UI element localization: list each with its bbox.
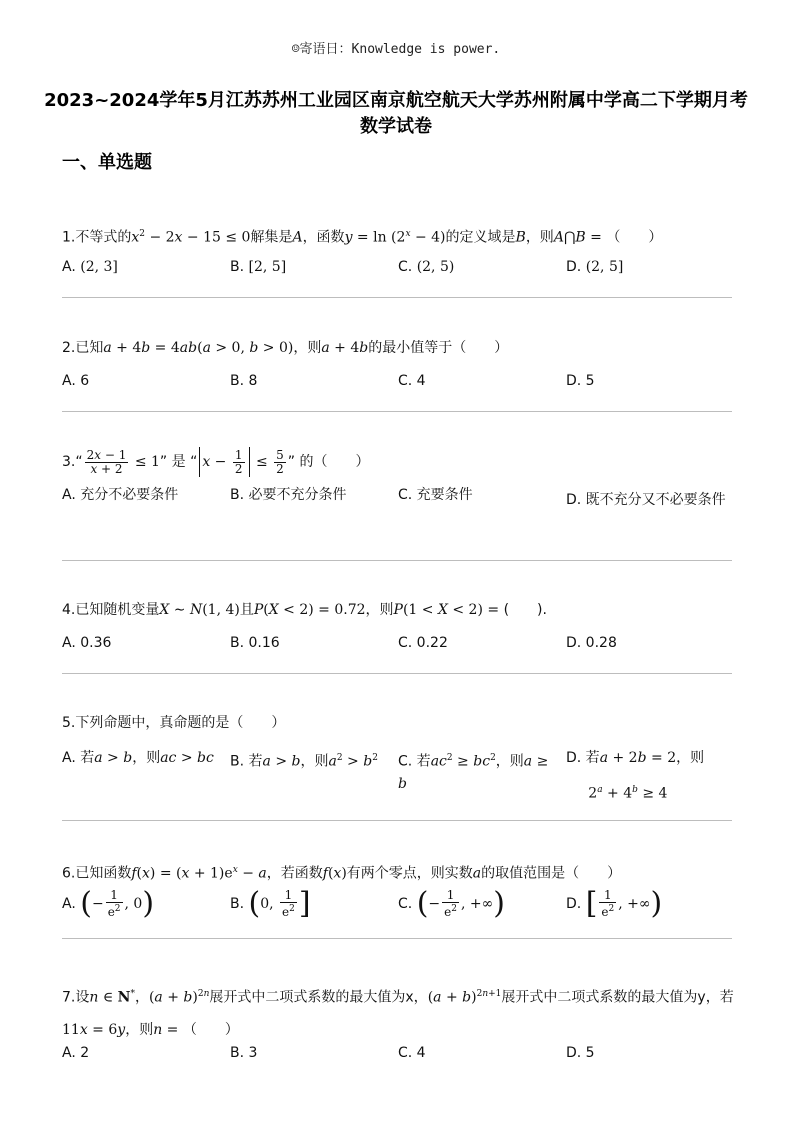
- option-d[interactable]: D. 0.28: [566, 635, 617, 651]
- option-b[interactable]: B. 0.16: [230, 635, 280, 651]
- question-1-stem: 1.不等式的$x^2 - 2x - 15 \le 0$解集是A，函数$y = \ln (2^x - 4)$的定义域是B，则A⋂B = （ ）: [62, 229, 663, 246]
- question-7: [62, 978, 734, 1061]
- question-2-stem: 2.已知a + 4b = 4ab(a > 0, b > 0)，则a + 4b的最小值等于（ ）: [62, 340, 509, 356]
- question-3-stem: 3.“ $\frac{2x - 1}{x + 2}$ ≤ 1” 是 “ x − $\frac{1}{2}$ ≤ $\frac{5}{2}$ ” 的（ ）: [62, 447, 370, 476]
- option-b[interactable]: B. 若a > b，则$a^2 > b^2$: [230, 753, 378, 770]
- option-d[interactable]: D. 既不充分又不必要条件: [566, 492, 726, 508]
- option-c[interactable]: C. 4: [398, 1045, 426, 1061]
- question-5-stem: 5.下列命题中，真命题的是（ ）: [62, 715, 286, 731]
- divider: [62, 673, 732, 674]
- option-b[interactable]: B. (0, $\frac{1}{e^2}$ ]: [230, 886, 311, 921]
- section-heading: 一、单选题: [62, 152, 152, 173]
- option-c[interactable]: C. (2, 5): [398, 259, 455, 275]
- question-2: [62, 338, 734, 389]
- option-a[interactable]: A. 0.36: [62, 635, 112, 651]
- question-1: [62, 224, 734, 275]
- option-a[interactable]: A. 若a > b，则ac > bc: [62, 750, 214, 766]
- page-title: 2023~2024学年5月江苏苏州工业园区南京航空航天大学苏州附属中学高二下学期月考数学试卷: [44, 90, 748, 137]
- divider: [62, 297, 732, 298]
- option-b[interactable]: B. 必要不充分条件: [230, 487, 347, 503]
- question-4-stem: 4.已知随机变量X ∼ N(1, 4)且P(X < 2) = 0.72，则P(1 < X < 2) = ( ).: [62, 602, 547, 618]
- option-d[interactable]: D. 5: [566, 373, 595, 389]
- divider: [62, 560, 732, 561]
- divider: [62, 411, 732, 412]
- divider: [62, 938, 732, 939]
- option-c[interactable]: C. 充要条件: [398, 487, 473, 503]
- divider: [62, 820, 732, 821]
- motto: ☺寄语日：Knowledge is power.: [291, 42, 501, 57]
- option-c[interactable]: C. (− $\frac{1}{e^2}$ , +∞): [398, 886, 505, 921]
- option-d[interactable]: D. [ $\frac{1}{e^2}$ , +∞): [566, 886, 663, 921]
- question-7-stem: 7.设n ∈ N*，$(a + b)^{2n}$展开式中二项式系数的最大值为x，$(a + b)^{2n+1}$展开式中二项式系数的最大值为y，若 11x = 6y，则n = （ ）: [62, 989, 734, 1038]
- option-c[interactable]: C. 0.22: [398, 635, 448, 651]
- option-a[interactable]: A. (− $\frac{1}{e^2}$ , 0): [62, 886, 155, 921]
- option-b[interactable]: B. 3: [230, 1045, 258, 1061]
- option-c[interactable]: C. 若$ac^2 \ge bc^2$，则a ≥ b: [398, 753, 549, 792]
- option-d[interactable]: D. 若a + 2b = 2，则 $2^a + 4^b \ge 4$: [566, 750, 705, 802]
- option-a[interactable]: A. 充分不必要条件: [62, 487, 179, 503]
- option-c[interactable]: C. 4: [398, 373, 426, 389]
- option-d[interactable]: D. 5: [566, 1045, 595, 1061]
- question-4: [62, 600, 734, 651]
- question-6: [62, 860, 734, 921]
- option-b[interactable]: B. 8: [230, 373, 258, 389]
- option-d[interactable]: D. (2, 5]: [566, 259, 624, 275]
- option-a[interactable]: A. 2: [62, 1045, 90, 1061]
- option-a[interactable]: A. (2, 3]: [62, 259, 118, 275]
- question-6-stem: 6.已知函数$f(x) = (x + 1)e^x - a$，若函数f(x)有两个零点，则实数a的取值范围是（ ）: [62, 865, 622, 882]
- question-3: [62, 444, 734, 508]
- question-5: [62, 713, 734, 802]
- option-b[interactable]: B. [2, 5]: [230, 259, 287, 275]
- option-a[interactable]: A. 6: [62, 373, 90, 389]
